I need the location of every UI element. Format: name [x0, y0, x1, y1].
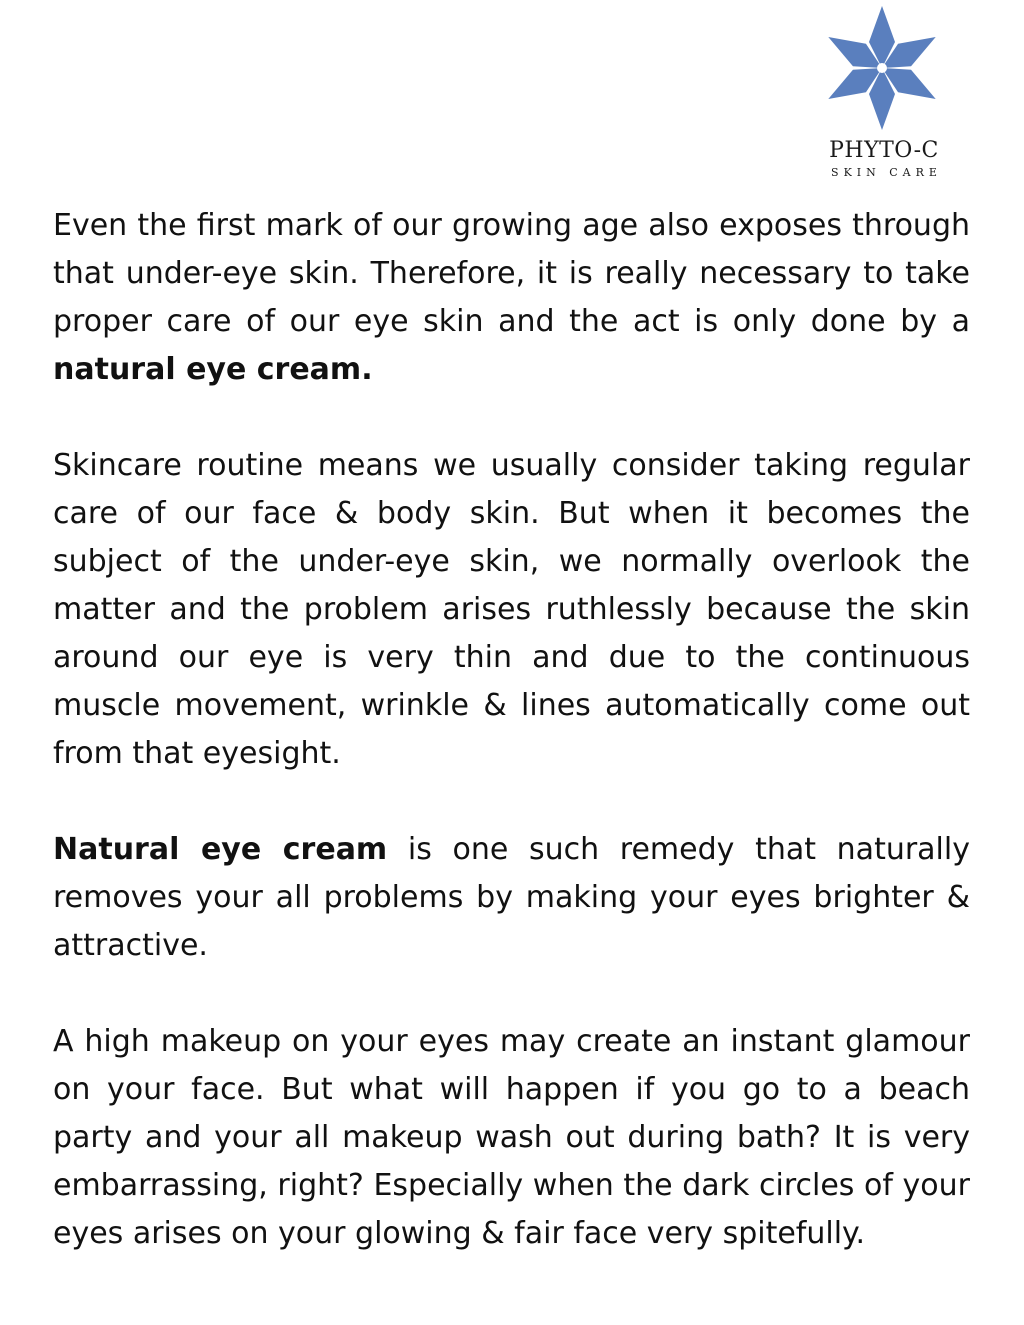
- paragraph-skincare-routine: [53, 442, 970, 778]
- paragraph-makeup-text: A high makeup on your eyes may create an instant glamour on your face. But what will happen if you go to a beach party and your all makeup wash out during bath? It is very embarrassing, right? Especially when the dark circles of your eyes arises on your glowing & fair face very spitefully.: [53, 1024, 970, 1251]
- paragraph-natural-eye-cream-text: is one such remedy that naturally removes your all problems by making your eyes brighter & attractive.: [53, 832, 970, 963]
- brand-logo: [816, 4, 952, 180]
- star-logo-icon: [818, 4, 946, 132]
- logo-tagline: SKIN CARE: [831, 166, 942, 179]
- paragraph-intro-text: Even the first mark of our growing age also exposes through that under-eye skin. Therefore, it is really necessary to take proper care of our eye skin and the act is only done by a: [53, 208, 970, 339]
- logo-brand-name: PHYTO-C: [829, 138, 939, 163]
- paragraph-natural-eye-cream: [53, 826, 970, 970]
- paragraph-intro-emphasis: natural eye cream.: [53, 352, 373, 387]
- star-center: [877, 63, 887, 73]
- paragraph-intro: [53, 202, 970, 394]
- article-body: [53, 202, 970, 1306]
- paragraph-natural-eye-cream-emphasis: Natural eye cream: [53, 832, 388, 867]
- paragraph-skincare-routine-text: Skincare routine means we usually consider taking regular care of our face & body skin. But when it becomes the subject of the under-eye skin, we normally overlook the matter and the problem arises ruthlessly because the skin around our eye is very thin and due to the continuous muscle movement, wrinkle & lines automatically come out from that eyesight.: [53, 448, 970, 771]
- paragraph-makeup: [53, 1018, 970, 1258]
